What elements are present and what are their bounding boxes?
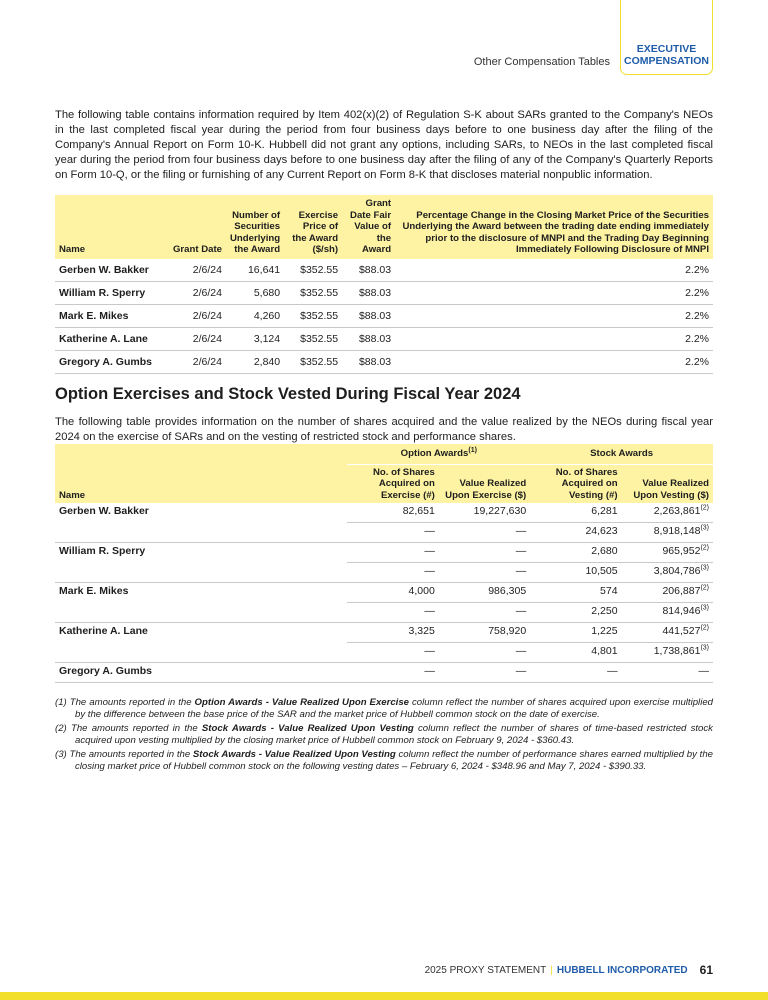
col-name: Name: [55, 195, 158, 259]
table-cell: 4,260: [226, 304, 284, 327]
col-fair-value: Grant Date Fair Value of the Award: [342, 195, 395, 259]
table-cell: 82,651: [347, 503, 438, 523]
cell-name: [55, 643, 347, 663]
table-row: [55, 281, 713, 304]
col-exercise-price: Exercise Price of the Award ($/sh): [284, 195, 342, 259]
footnote: (1) The amounts reported in the Option Awards - Value Realized Upon Exercise column reflect the number of shares acquired upon exercise multiplied by the difference between the base price of the SAR and the market price of Hubbell common stock on the date of exercise.: [55, 697, 713, 720]
footer-doc: 2025 PROXY STATEMENT: [424, 964, 547, 976]
table-cell: 2/6/24: [158, 350, 226, 373]
table-row: [55, 603, 713, 623]
table-cell: 965,952$^{(2)}$: [622, 543, 713, 563]
footnote-ref: (3): [700, 604, 709, 612]
cell-name: William R. Sperry: [55, 281, 158, 304]
bottom-accent-bar: [0, 992, 768, 1000]
table-cell: —: [347, 603, 438, 623]
cell-name: [55, 563, 347, 583]
table-header-row: [55, 464, 713, 503]
table-cell: —: [347, 663, 438, 683]
col-exercise-shares: No. of Shares Acquired on Exercise (#): [347, 464, 438, 503]
table-cell: 4,801: [530, 643, 621, 663]
table-cell: —: [347, 523, 438, 543]
table-row: [55, 663, 713, 683]
table-cell: 758,920: [439, 623, 530, 643]
table-cell: 2,263,861$^{(2)}$: [622, 503, 713, 523]
table-cell: —: [530, 663, 621, 683]
table-cell: 2/6/24: [158, 304, 226, 327]
table-row: [55, 583, 713, 603]
section-title: Option Exercises and Stock Vested During Fiscal Year 2024: [55, 385, 521, 403]
table-row: [55, 327, 713, 350]
footer-company: HUBBELL INCORPORATED: [556, 964, 688, 976]
table-cell: $352.55: [284, 327, 342, 350]
table-cell: —: [347, 543, 438, 563]
cell-name: Mark E. Mikes: [55, 304, 158, 327]
cell-name: Katherine A. Lane: [59, 625, 148, 637]
table-cell: 574: [530, 583, 621, 603]
footnote-ref: (2): [700, 544, 709, 552]
table-cell: 2/6/24: [158, 281, 226, 304]
cell-name: Gerben W. Bakker: [59, 505, 149, 517]
table-cell: 5,680: [226, 281, 284, 304]
table-cell: —: [347, 563, 438, 583]
col-securities: Number of Securities Underlying the Award: [226, 195, 284, 259]
col-grant-date: Grant Date: [158, 195, 226, 259]
table-row: [55, 643, 713, 663]
col-pct-change: Percentage Change in the Closing Market Price of the Securities Underlying the Award between the trading date ending immediately prior to the disclosure of MNPI and the Trading Day Beginning Immediately Following Disclosure of MNPI: [395, 195, 713, 259]
table-cell: 2.2%: [395, 327, 713, 350]
table-cell: 2,840: [226, 350, 284, 373]
cell-name: Gerben W. Bakker: [55, 259, 158, 282]
cell-name: Gregory A. Gumbs: [55, 663, 347, 683]
table-row: [55, 523, 713, 543]
footnote-ref: (2): [700, 504, 709, 512]
cell-name: Katherine A. Lane: [55, 327, 158, 350]
sar-grants-table: [55, 195, 713, 374]
footnote-ref: (2): [700, 624, 709, 632]
table-cell: 814,946$^{(3)}$: [622, 603, 713, 623]
table-cell: $88.03: [342, 281, 395, 304]
table-cell: 2/6/24: [158, 327, 226, 350]
table-cell: 2.2%: [395, 304, 713, 327]
footer-separator: |: [550, 964, 553, 976]
table-row: [55, 304, 713, 327]
intro-paragraph-2: The following table provides information on the number of shares acquired and the value realized by the NEOs during fiscal year 2024 on the exercise of SARs and on the vesting of restricted stock and performance shares.: [55, 416, 713, 443]
cell-name: Mark E. Mikes: [59, 585, 129, 597]
col-vesting-shares: No. of Shares Acquired on Vesting (#): [530, 464, 621, 503]
table-cell: 8,918,148$^{(3)}$: [622, 523, 713, 543]
table-group-header-row: [55, 444, 713, 464]
table-cell: —: [439, 603, 530, 623]
cell-name: [55, 523, 347, 543]
table-cell: —: [439, 643, 530, 663]
table-cell: 1,738,861$^{(3)}$: [622, 643, 713, 663]
table-cell: 2.2%: [395, 259, 713, 282]
table-cell: $352.55: [284, 259, 342, 282]
table-cell: —: [439, 563, 530, 583]
footnote-ref: (2): [700, 584, 709, 592]
table-cell: 4,000: [347, 583, 438, 603]
group-option-awards: Option Awards$^{(1)}$: [347, 444, 530, 464]
table-row: [55, 503, 713, 523]
table-cell: 3,804,786$^{(3)}$: [622, 563, 713, 583]
table-cell: 2.2%: [395, 350, 713, 373]
table-cell: $88.03: [342, 350, 395, 373]
table-cell: 24,623: [530, 523, 621, 543]
page-header-title: Other Compensation Tables: [473, 56, 610, 68]
footnote: (3) The amounts reported in the Stock Awards - Value Realized Upon Vesting column reflect the number of performance shares earned multiplied by the closing market price of Hubbell common stock on the following vesting dates – February 6, 2024 - $348.96 and May 7, 2024 - $390.33.: [55, 749, 713, 772]
table-row: [55, 350, 713, 373]
table-header-row: [55, 195, 713, 259]
table-cell: $88.03: [342, 327, 395, 350]
footnote: (2) The amounts reported in the Stock Awards - Value Realized Upon Vesting column reflect the number of shares of time-based restricted stock acquired upon vesting multiplied by the closing market price of Hubbell common stock on February 9, 2024 - $360.43.: [55, 723, 713, 746]
table-cell: $88.03: [342, 304, 395, 327]
section-label: EXECUTIVE COMPENSATION: [624, 43, 709, 67]
section-tab: [620, 0, 713, 75]
footnote-ref: (3): [700, 524, 709, 532]
col-exercise-value: Value Realized Upon Exercise ($): [439, 464, 530, 503]
cell-name: William R. Sperry: [59, 545, 146, 557]
table-row: [55, 563, 713, 583]
page-number: 61: [699, 963, 713, 977]
table-row: [55, 259, 713, 282]
table-cell: 3,124: [226, 327, 284, 350]
intro-paragraph: The following table contains information required by Item 402(x)(2) of Regulation S-K about SARs granted to the Company's NEOs in the last completed fiscal year during the period from four business days before to one business day after the filing of the Company's Annual Report on Form 10-K. Hubbell did not grant any options, including SARs, to NEOs in the last completed fiscal year during the period from four business days before to one business day after the filing of any of the Company's Quarterly Reports on Form 10-Q, or the filing or furnishing of any Current Report on Form 8-K that discloses material nonpublic information.: [55, 109, 713, 181]
table-cell: 2/6/24: [158, 259, 226, 282]
table-cell: 16,641: [226, 259, 284, 282]
table-cell: 3,325: [347, 623, 438, 643]
group-stock-awards: Stock Awards: [530, 444, 713, 464]
option-exercises-table: [55, 444, 713, 683]
table-cell: —: [439, 543, 530, 563]
table-cell: —: [622, 663, 713, 683]
table-cell: 2,680: [530, 543, 621, 563]
table-cell: 1,225: [530, 623, 621, 643]
table-cell: $88.03: [342, 259, 395, 282]
table-cell: $352.55: [284, 304, 342, 327]
table-cell: $352.55: [284, 350, 342, 373]
table-cell: 2,250: [530, 603, 621, 623]
table-cell: —: [347, 643, 438, 663]
table-cell: $352.55: [284, 281, 342, 304]
table-row: [55, 543, 713, 563]
table-cell: 206,887$^{(2)}$: [622, 583, 713, 603]
cell-name: [55, 603, 347, 623]
footnotes: [55, 697, 713, 775]
footnote-ref: (3): [700, 564, 709, 572]
table-cell: 441,527$^{(2)}$: [622, 623, 713, 643]
page-footer: [425, 963, 713, 977]
table-cell: 6,281: [530, 503, 621, 523]
table-cell: 10,505: [530, 563, 621, 583]
col-vesting-value: Value Realized Upon Vesting ($): [622, 464, 713, 503]
table-cell: 19,227,630: [439, 503, 530, 523]
col-name: Name: [55, 464, 347, 503]
table-cell: 986,305: [439, 583, 530, 603]
cell-name: Gregory A. Gumbs: [55, 350, 158, 373]
table-cell: —: [439, 523, 530, 543]
footnote-ref: (3): [700, 644, 709, 652]
table-row: [55, 623, 713, 643]
table-cell: 2.2%: [395, 281, 713, 304]
table-cell: —: [439, 663, 530, 683]
